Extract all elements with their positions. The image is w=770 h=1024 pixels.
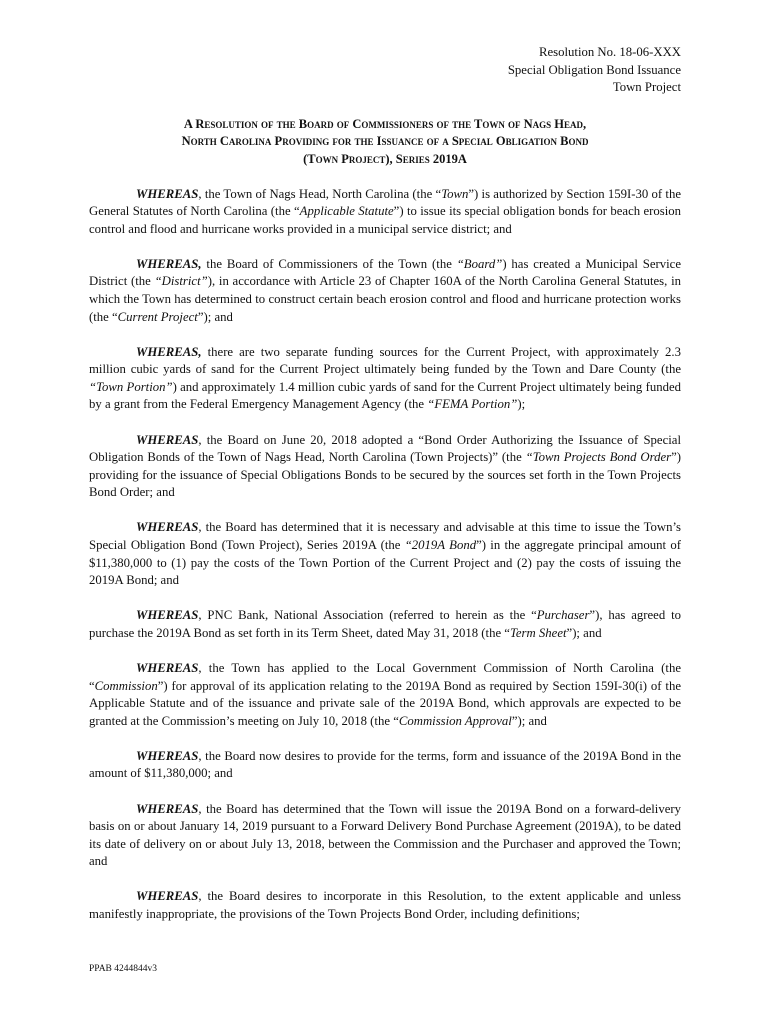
whereas-lead: WHEREAS: [136, 186, 199, 201]
whereas-paragraph: [89, 801, 681, 871]
whereas-lead: WHEREAS: [136, 889, 199, 904]
resolution-header: [89, 44, 681, 97]
whereas-lead: WHEREAS: [136, 520, 199, 535]
whereas-paragraph: [89, 519, 681, 589]
paragraph-text: , the Board has determined that the Town will issue the 2019A Bond on a forward-delivery basis on or about January 14, 2019 pursuant to a Forward Delivery Bond Purchase Agreement (2019A), to be dated its date of delivery on or about July 13, 2018, between the Commission and the Purchaser and approved the Town; and: [89, 801, 681, 869]
title-line-1: A Resolution of the Board of Commissioners of the Town of Nags Head,: [183, 116, 587, 131]
paragraph-text: there are two separate funding sources for the Current Project, with approximately 2.3 million cubic yards of sand for the Current Project ultimately being funded by the Town and Dare County (the: [89, 344, 681, 377]
whereas-lead: WHEREAS: [136, 801, 199, 816]
defined-term: Town: [441, 186, 469, 201]
defined-term: Current Project: [117, 309, 198, 324]
defined-term: Commission: [94, 678, 158, 693]
resolution-body: [89, 186, 681, 924]
paragraph-text: , PNC Bank, National Association (referred to herein as the “: [198, 608, 537, 623]
whereas-lead: WHEREAS: [136, 660, 199, 675]
defined-term: “Town Portion”: [89, 379, 173, 394]
defined-term: “District”: [154, 274, 208, 289]
whereas-paragraph: [89, 186, 681, 239]
paragraph-text: the Board of Commissioners of the Town (the: [201, 256, 457, 271]
resolution-project: Town Project: [612, 80, 681, 94]
paragraph-text: , the Board has determined that it is necessary and advisable at this time to issue the Town’s Special Obligation Bond (Town Project), Series 2019A (the: [89, 520, 681, 552]
defined-term: “Town Projects Bond Order: [525, 450, 672, 465]
paragraph-text: , the Board desires to incorporate in this Resolution, to the extent applicable and unless manifestly inappropriate, the provisions of the Town Projects Bond Order, including definitions;: [89, 889, 681, 921]
whereas-paragraph: [89, 660, 681, 730]
defined-term: Purchaser: [536, 608, 590, 623]
whereas-paragraph: [89, 607, 681, 642]
resolution-subject: Special Obligation Bond Issuance: [507, 62, 681, 77]
defined-term: “Board”: [456, 256, 503, 271]
paragraph-text: , the Board now desires to provide for the terms, form and issuance of the 2019A Bond in the amount of $11,380,000; and: [89, 748, 681, 781]
paragraph-text: ), in accordance with Article 23 of Chapter 160A of the North Carolina General Statutes, in which the Town has determined to construct certain beach erosion control and flood and hurricane protection works (the “: [89, 274, 681, 324]
defined-term: Term Sheet: [509, 625, 567, 640]
defined-term: Commission Approval: [398, 713, 512, 728]
defined-term: Applicable Statute: [299, 204, 394, 219]
paragraph-text: ) and approximately 1.4 million cubic yards of sand for the Current Project ultimately being funded by a grant from the Federal Emergency Management Agency (the: [89, 379, 681, 412]
whereas-paragraph: [89, 888, 681, 923]
paragraph-text: ”) for approval of its application relating to the 2019A Bond as required by Section 159I-30(i) of the Applicable Statute and of the issuance and private sale of the 2019A Bond, which approvals are expected to be granted at the Commission’s meeting on July 10, 2018 (the “: [89, 678, 681, 728]
paragraph-text: ”) providing for the issuance of Special Obligations Bonds to be secured by the sources set forth in the Town Projects Bond Order; and: [89, 450, 682, 500]
whereas-paragraph: [89, 432, 681, 502]
paragraph-text: ”) to issue its special obligation bonds for beach erosion control and flood and hurricane works provided in a municipal service district; and: [89, 204, 681, 236]
title-line-3: (Town Project), Series 2019A: [303, 151, 467, 166]
whereas-paragraph: [89, 256, 681, 326]
document-id-footer: PPAB 4244844v3: [89, 964, 158, 974]
paragraph-text: ”); and: [511, 713, 547, 728]
defined-term: “FEMA Portion”: [427, 397, 518, 412]
paragraph-text: ) has created a Municipal Service District (the: [89, 256, 681, 289]
paragraph-text: );: [517, 397, 526, 412]
paragraph-text: ”), has agreed to purchase the 2019A Bond as set forth in its Term Sheet, dated May 31, 2018 (the “: [89, 608, 682, 640]
title-line-2: North Carolina Providing for the Issuance of a Special Obligation Bond: [181, 134, 589, 148]
paragraph-text: ”); and: [197, 309, 233, 324]
whereas-paragraph: [89, 748, 681, 783]
defined-term: “2019A Bond: [404, 538, 477, 552]
paragraph-text: , the Town has applied to the Local Government Commission of North Carolina (the “: [89, 660, 681, 693]
resolution-title: [89, 116, 681, 169]
whereas-lead: WHEREAS,: [136, 344, 202, 359]
paragraph-text: ”) is authorized by Section 159I-30 of the General Statutes of North Carolina (the “: [89, 186, 681, 219]
paragraph-text: , the Board on June 20, 2018 adopted a “Bond Order Authorizing the Issuance of Special Obligation Bonds of the Town of Nags Head, North Carolina (Town Projects)” (the: [89, 432, 681, 465]
whereas-paragraph: [89, 344, 681, 414]
whereas-lead: WHEREAS: [136, 432, 199, 447]
paragraph-text: , the Town of Nags Head, North Carolina (the “: [198, 186, 442, 201]
paragraph-text: ”); and: [566, 625, 602, 640]
resolution-number: Resolution No. 18-06-XXX: [538, 45, 681, 59]
whereas-lead: WHEREAS,: [136, 256, 202, 271]
whereas-lead: WHEREAS: [136, 608, 199, 623]
whereas-lead: WHEREAS: [136, 748, 199, 763]
paragraph-text: ”) in the aggregate principal amount of $11,380,000 to (1) pay the costs of the Town Portion of the Current Project and (2) pay the costs of issuing the 2019A Bond; and: [89, 538, 682, 588]
